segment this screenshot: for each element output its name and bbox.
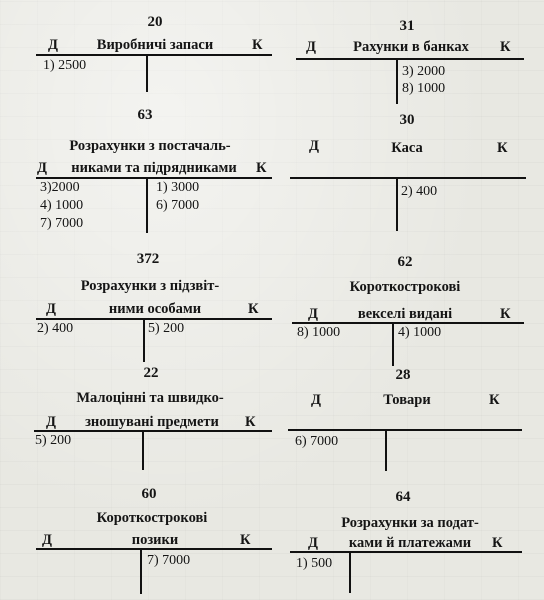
t-horizontal-line xyxy=(36,318,272,320)
debit-entry: 2) 400 xyxy=(37,321,74,336)
credit-label: К xyxy=(489,392,500,408)
account-number: 20 xyxy=(147,14,163,30)
account-title: Каса xyxy=(391,140,423,156)
credit-entry: 1) 3000 xyxy=(156,180,200,195)
account-title: Товари xyxy=(383,392,431,408)
debit-entry: 1) 500 xyxy=(296,556,333,571)
t-vertical-line xyxy=(142,430,144,470)
debit-entry: 8) 1000 xyxy=(297,325,341,340)
account-number: 30 xyxy=(399,112,415,128)
debit-label: Д xyxy=(46,414,56,430)
debit-label: Д xyxy=(311,392,321,408)
t-vertical-line xyxy=(396,58,398,104)
credit-label: К xyxy=(248,301,259,317)
credit-label: К xyxy=(252,37,263,53)
account-title-line1: Розрахунки з підзвіт- xyxy=(80,278,220,294)
t-vertical-line xyxy=(143,318,145,362)
credit-entry: 2) 400 xyxy=(401,184,438,199)
credit-label: К xyxy=(497,140,508,156)
account-number: 63 xyxy=(137,107,153,123)
debit-entry: 1) 2500 xyxy=(43,58,87,73)
t-vertical-line xyxy=(385,429,387,471)
credit-label: К xyxy=(500,39,511,55)
account-title: Виробничі запаси xyxy=(96,37,214,53)
t-horizontal-line xyxy=(36,548,272,550)
account-number: 31 xyxy=(399,18,415,34)
debit-entry: 5) 200 xyxy=(35,433,72,448)
account-title-line2: векселі видані xyxy=(357,306,453,322)
account-title-line1: Короткострокові xyxy=(349,279,461,295)
debit-entry: 6) 7000 xyxy=(295,434,339,449)
debit-label: Д xyxy=(308,306,318,322)
debit-label: Д xyxy=(37,160,47,176)
t-horizontal-line xyxy=(36,54,272,56)
credit-entry: 3) 2000 xyxy=(402,64,446,79)
credit-entry: 5) 200 xyxy=(148,321,185,336)
debit-entry: 4) 1000 xyxy=(40,198,84,213)
account-number: 62 xyxy=(397,254,413,270)
t-vertical-line xyxy=(349,551,351,593)
account-number: 60 xyxy=(141,486,157,502)
credit-entry: 6) 7000 xyxy=(156,198,200,213)
t-horizontal-line xyxy=(296,58,524,60)
t-horizontal-line xyxy=(36,177,272,179)
account-title-line2: никами та підрядниками xyxy=(71,160,237,176)
debit-entry: 7) 7000 xyxy=(40,216,84,231)
credit-label: К xyxy=(492,535,503,551)
account-title-line1: Розрахунки за подат- xyxy=(341,515,479,531)
t-horizontal-line xyxy=(34,430,272,432)
account-title-line1: Розрахунки з постачаль- xyxy=(69,138,231,154)
t-horizontal-line xyxy=(288,429,522,431)
debit-label: Д xyxy=(308,535,318,551)
credit-label: К xyxy=(240,532,251,548)
account-number: 64 xyxy=(395,489,411,505)
credit-entry: 8) 1000 xyxy=(402,81,446,96)
t-vertical-line xyxy=(146,177,148,233)
t-horizontal-line xyxy=(290,177,526,179)
debit-label: Д xyxy=(46,301,56,317)
credit-label: К xyxy=(500,306,511,322)
account-title-line2: зношувані предмети xyxy=(85,414,219,430)
credit-label: К xyxy=(256,160,267,176)
debit-entry: 3)2000 xyxy=(40,180,80,195)
t-horizontal-line xyxy=(290,551,522,553)
account-number: 28 xyxy=(395,367,411,383)
debit-label: Д xyxy=(309,138,319,154)
t-vertical-line xyxy=(396,177,398,231)
account-title: Рахунки в банках xyxy=(353,39,469,55)
t-vertical-line xyxy=(140,548,142,594)
account-title-line2: ками й платежами xyxy=(348,535,472,551)
account-number: 22 xyxy=(143,365,159,381)
t-vertical-line xyxy=(392,322,394,366)
account-title-line2: ними особами xyxy=(108,301,202,317)
credit-label: К xyxy=(245,414,256,430)
account-number: 372 xyxy=(136,251,160,267)
credit-entry: 7) 7000 xyxy=(147,553,191,568)
t-vertical-line xyxy=(146,54,148,92)
debit-label: Д xyxy=(42,532,52,548)
t-horizontal-line xyxy=(292,322,524,324)
account-title-line1: Короткострокові xyxy=(96,510,208,526)
debit-label: Д xyxy=(48,37,58,53)
credit-entry: 4) 1000 xyxy=(398,325,442,340)
debit-label: Д xyxy=(306,39,316,55)
account-title-line2: позики xyxy=(131,532,179,548)
account-title-line1: Малоцінні та швидко- xyxy=(76,390,224,406)
